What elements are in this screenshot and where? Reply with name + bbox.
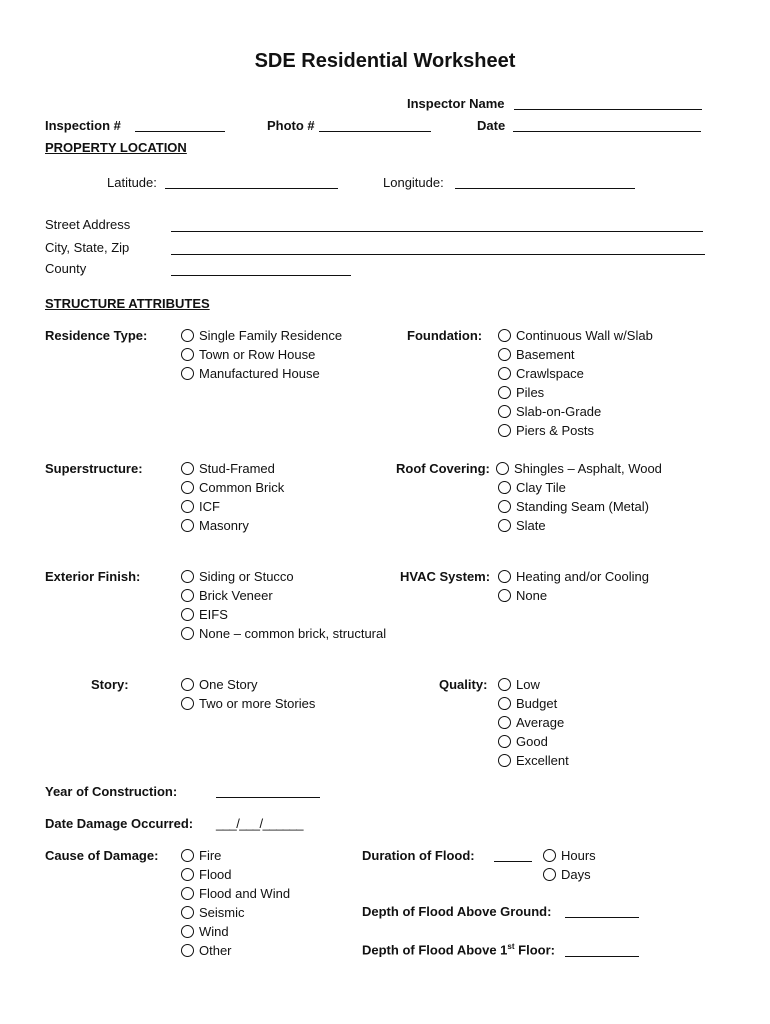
radio-option[interactable] [181,567,386,586]
radio-circle-icon[interactable] [181,608,194,621]
radio-option[interactable] [498,567,649,586]
radio-option[interactable] [498,497,662,516]
radio-option[interactable] [498,478,662,497]
radio-circle-icon[interactable] [181,589,194,602]
page-title: SDE Residential Worksheet [254,50,516,72]
superstructure-label: Superstructure: [45,461,143,476]
option-label: Town or Row House [199,347,316,362]
radio-option[interactable] [181,516,284,535]
city-state-zip-field[interactable] [171,254,705,255]
superstructure-options [181,459,284,535]
radio-circle-icon[interactable] [181,329,194,342]
radio-option[interactable] [181,865,290,884]
radio-option[interactable] [498,326,653,345]
radio-circle-icon[interactable] [498,500,511,513]
county-field[interactable] [171,275,351,276]
option-label: Good [516,734,548,749]
radio-circle-icon[interactable] [498,716,511,729]
roof-covering-options [496,459,662,535]
option-label: Heating and/or Cooling [516,569,649,584]
radio-circle-icon[interactable] [498,386,511,399]
radio-option[interactable] [498,421,653,440]
radio-circle-icon[interactable] [181,697,194,710]
radio-option[interactable] [181,903,290,922]
option-label: Fire [199,848,222,863]
date-field[interactable] [513,131,701,132]
hvac-system-label: HVAC System: [400,569,491,584]
residence-type-options [181,326,342,383]
radio-option[interactable] [498,751,569,770]
hvac-system-options [498,567,649,605]
radio-circle-icon[interactable] [498,405,511,418]
cause-of-damage-label: Cause of Damage: [45,848,159,863]
radio-option[interactable] [498,345,653,364]
date-damage-occurred-label: Date Damage Occurred: [45,816,194,831]
option-label: Piles [516,385,545,400]
option-label: Piers & Posts [516,423,595,438]
option-label: Masonry [199,518,249,533]
radio-circle-icon[interactable] [543,868,556,881]
radio-circle-icon[interactable] [181,481,194,494]
structure-attributes-heading: STRUCTURE ATTRIBUTES [45,296,210,311]
quality-label: Quality: [439,677,488,692]
inspector-name-label: Inspector Name [407,96,505,111]
option-label: None [516,588,548,603]
depth-above-ground-label: Depth of Flood Above Ground: [362,904,552,919]
depth-floor-label-start: Depth of Flood Above 1 [362,942,508,958]
option-label: Stud-Framed [199,461,275,476]
radio-option[interactable] [498,516,662,535]
duration-of-flood-field[interactable] [494,861,532,862]
date-damage-occurred-field[interactable]: ___/___/______ [216,816,303,831]
option-label: One Story [199,677,258,692]
radio-option[interactable] [181,624,386,643]
inspection-number-label: Inspection # [45,118,121,133]
exterior-finish-options [181,567,386,643]
radio-circle-icon[interactable] [498,424,511,437]
radio-option[interactable] [498,586,649,605]
radio-circle-icon[interactable] [498,519,511,532]
radio-circle-icon[interactable] [181,348,194,361]
radio-option[interactable] [181,922,290,941]
option-label: Crawlspace [516,366,584,381]
radio-circle-icon[interactable] [498,735,511,748]
latitude-label: Latitude: [107,175,157,190]
radio-option[interactable] [498,694,569,713]
radio-option[interactable] [181,586,386,605]
year-of-construction-label: Year of Construction: [45,784,178,799]
option-label: Brick Veneer [199,588,273,603]
inspector-name-field[interactable] [514,109,702,110]
residence-type-label: Residence Type: [45,328,148,343]
option-label: Flood [199,867,232,882]
option-label: Budget [516,696,558,711]
story-label: Story: [91,677,129,692]
radio-circle-icon[interactable] [498,348,511,361]
radio-circle-icon[interactable] [498,367,511,380]
radio-option[interactable] [181,846,290,865]
foundation-label: Foundation: [407,328,483,343]
longitude-label: Longitude: [383,175,444,190]
depth-floor-label-end: Floor: [514,942,555,958]
foundation-options [498,326,653,440]
option-label: Days [561,867,591,882]
quality-options [498,675,569,770]
depth-above-ground-field[interactable] [565,917,639,918]
option-label: Two or more Stories [199,696,316,711]
option-label: Other [199,943,232,958]
radio-circle-icon[interactable] [181,868,194,881]
radio-circle-icon[interactable] [543,849,556,862]
radio-option[interactable] [181,605,386,624]
radio-circle-icon[interactable] [498,570,511,583]
radio-option[interactable] [181,884,290,903]
year-of-construction-field[interactable] [216,797,320,798]
radio-option[interactable] [498,732,569,751]
radio-circle-icon[interactable] [498,481,511,494]
radio-option[interactable] [181,941,290,960]
depth-above-first-floor-field[interactable] [565,956,639,957]
radio-option[interactable] [181,675,315,694]
radio-circle-icon[interactable] [181,519,194,532]
radio-circle-icon[interactable] [498,697,511,710]
radio-circle-icon[interactable] [181,500,194,513]
radio-circle-icon[interactable] [181,367,194,380]
roof-covering-label: Roof Covering: [396,461,490,476]
radio-circle-icon[interactable] [181,849,194,862]
option-label: Single Family Residence [199,328,343,343]
duration-unit-options [543,846,596,884]
option-label: None – common brick, structural [199,626,387,641]
radio-option[interactable] [543,865,596,884]
radio-option[interactable] [181,497,284,516]
story-options [181,675,315,713]
radio-option[interactable] [181,345,342,364]
option-label: Standing Seam (Metal) [516,499,649,514]
radio-option[interactable] [543,846,596,865]
radio-option[interactable] [181,478,284,497]
city-state-zip-label: City, State, Zip [45,240,130,255]
option-label: Slab-on-Grade [516,404,602,419]
photo-number-field[interactable] [319,131,431,132]
radio-circle-icon[interactable] [181,925,194,938]
radio-option[interactable] [498,364,653,383]
latitude-field[interactable] [165,188,338,189]
radio-circle-icon[interactable] [181,944,194,957]
radio-option[interactable] [181,694,315,713]
option-label: Common Brick [199,480,285,495]
street-address-label: Street Address [45,217,131,232]
option-label: Clay Tile [516,480,566,495]
radio-circle-icon[interactable] [181,462,194,475]
option-label: Slate [516,518,546,533]
radio-option[interactable] [498,713,569,732]
option-label: Siding or Stucco [199,569,294,584]
radio-circle-icon[interactable] [181,678,194,691]
option-label: Continuous Wall w/Slab [516,328,653,343]
option-label: EIFS [199,607,228,622]
option-label: Manufactured House [199,366,320,381]
radio-circle-icon[interactable] [498,329,511,342]
inspection-number-field[interactable] [135,131,225,132]
street-address-field[interactable] [171,231,703,232]
county-label: County [45,261,87,276]
option-label: ICF [199,499,220,514]
radio-circle-icon[interactable] [498,754,511,767]
duration-of-flood-label: Duration of Flood: [362,848,475,863]
option-label: Basement [516,347,575,362]
radio-circle-icon[interactable] [498,589,511,602]
option-label: Shingles – Asphalt, Wood [514,461,662,476]
option-label: Excellent [516,753,569,768]
property-location-heading: PROPERTY LOCATION [45,140,187,155]
exterior-finish-label: Exterior Finish: [45,569,141,584]
option-label: Low [516,677,540,692]
option-label: Average [516,715,565,730]
radio-option[interactable] [181,459,284,478]
radio-option[interactable] [498,675,569,694]
radio-circle-icon[interactable] [496,462,509,475]
option-label: Hours [561,848,596,863]
radio-circle-icon[interactable] [181,906,194,919]
option-label: Seismic [199,905,245,920]
radio-circle-icon[interactable] [181,570,194,583]
radio-circle-icon[interactable] [181,887,194,900]
longitude-field[interactable] [455,188,635,189]
radio-circle-icon[interactable] [181,627,194,640]
depth-above-first-floor-label [362,942,555,957]
depth-floor-label-sup: st [507,942,515,951]
date-label: Date [477,118,506,133]
radio-option[interactable] [498,402,653,421]
option-label: Flood and Wind [199,886,291,901]
radio-option[interactable] [496,459,662,478]
radio-option[interactable] [498,383,653,402]
cause-of-damage-options [181,846,290,960]
photo-number-label: Photo # [267,118,315,133]
radio-option[interactable] [181,326,342,345]
option-label: Wind [199,924,229,939]
radio-option[interactable] [181,364,342,383]
radio-circle-icon[interactable] [498,678,511,691]
